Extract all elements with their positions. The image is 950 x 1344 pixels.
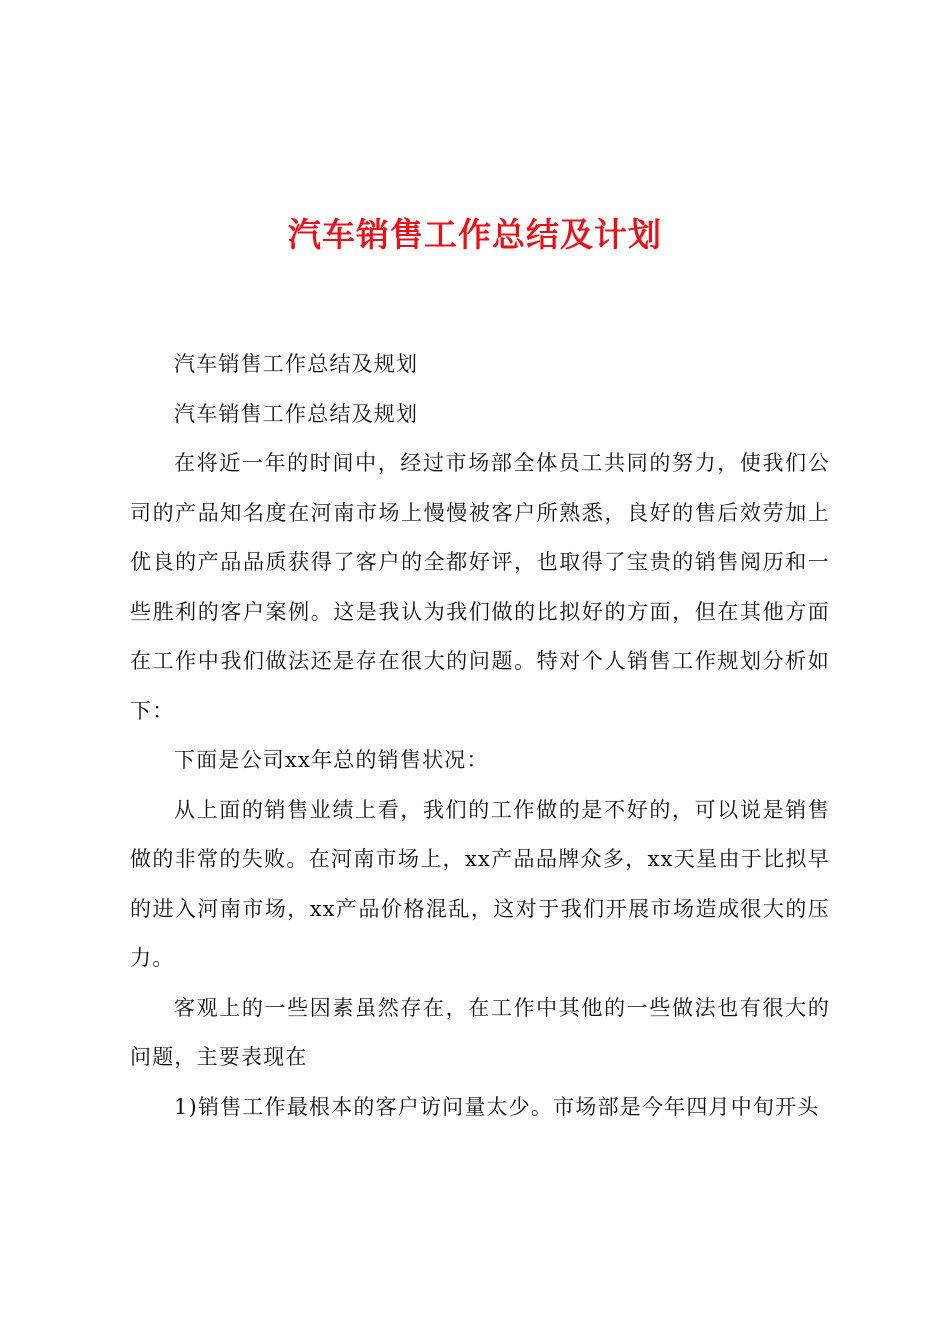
paragraph-subtitle-1: 汽车销售工作总结及规划 [174,352,419,376]
paragraph-intro: 在将近一年的时间中，经过市场部全体员工共同的努力，使我们公司的产品知名度在河南市场上慢慢被客户所熟悉，良好的售后效劳加上优良的产品品质获得了客户的全都好评，也取得了宝贵的销售阅历和一些胜利的客户案例。这是我认为我们做的比拟好的方面，但在其他方面在工作中我们做法还是存在很大的问题。特对个人销售工作规划分析如下： [130,451,830,723]
document-title: 汽车销售工作总结及计划 [288,215,662,254]
paragraph-issues: 客观上的一些因素虽然存在，在工作中其他的一些做法也有很大的问题，主要表现在 [130,995,830,1069]
paragraph-item-1: 1)销售工作最根本的客户访问量太少。市场部是今年四月中旬开头 [174,1094,820,1119]
document-body [130,340,830,1132]
paragraph-sales-status: 下面是公司xx年总的销售状况： [174,748,489,772]
paragraph-performance: 从上面的销售业绩上看，我们的工作做的是不好的，可以说是销售做的非常的失败。在河南市场上，xx产品品牌众多，xx天星由于比拟早的进入河南市场，xx产品价格混乱，这对于我们开展市场造成很大的压力。 [130,797,830,970]
paragraph-subtitle-2: 汽车销售工作总结及规划 [174,401,419,426]
